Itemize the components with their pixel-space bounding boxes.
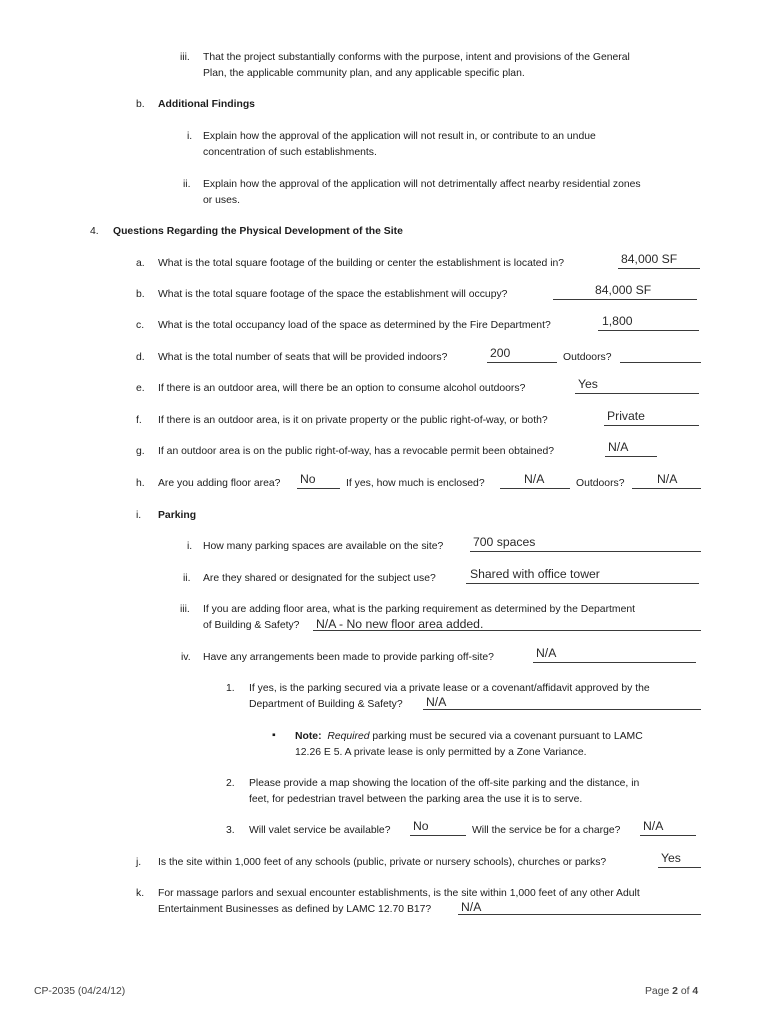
parking-ii-answer-line[interactable]: [466, 583, 699, 584]
question-k-answer[interactable]: N/A: [461, 900, 482, 914]
question-g-answer-line[interactable]: [605, 456, 657, 457]
question-f-answer[interactable]: Private: [607, 409, 645, 423]
question-d-indoors-answer[interactable]: 200: [490, 346, 511, 360]
parking-iii-line1: If you are adding floor area, what is the parking requirement as determined by the Department: [203, 604, 636, 615]
offsite-2-number: 2.: [226, 778, 235, 789]
parking-i-answer[interactable]: 700 spaces: [473, 535, 536, 549]
offsite-3-valet-answer[interactable]: No: [413, 819, 429, 833]
form-number: CP-2035 (04/24/12): [34, 986, 126, 997]
offsite-1-line1: If yes, is the parking secured via a private lease or a covenant/affidavit approved by the: [249, 683, 650, 694]
question-j-text: Is the site within 1,000 feet of any schools (public, private or nursery schools), churches or parks?: [158, 857, 607, 868]
offsite-1-line2: Department of Building & Safety?: [249, 699, 403, 710]
parking-iii-line2: of Building & Safety?: [203, 620, 300, 631]
question-e-answer-line[interactable]: [575, 393, 699, 394]
question-d-outdoors-label: Outdoors?: [563, 352, 612, 363]
parking-i-number: i.: [187, 541, 193, 552]
parking-iii-number: iii.: [180, 604, 190, 615]
offsite-3-valet-answer-line[interactable]: [410, 835, 466, 836]
question-h-enclosed-answer-line[interactable]: [500, 488, 570, 489]
item-b-letter: b.: [136, 99, 145, 110]
note-line1: Note: Required parking must be secured via a covenant pursuant to LAMC: [295, 731, 643, 742]
question-e-answer[interactable]: Yes: [578, 377, 598, 391]
parking-iv-answer-line[interactable]: [533, 662, 696, 663]
parking-iv-number: iv.: [181, 652, 191, 663]
question-c-answer-line[interactable]: [598, 330, 699, 331]
question-j-answer[interactable]: Yes: [661, 851, 681, 865]
question-d-indoors-answer-line[interactable]: [487, 362, 557, 363]
question-a-answer-line[interactable]: [618, 268, 700, 269]
question-f-letter: f.: [136, 415, 142, 426]
question-i-letter: i.: [136, 510, 142, 521]
offsite-1-answer-line[interactable]: [423, 709, 701, 710]
page-number: Page 2 of 4: [645, 986, 699, 997]
question-h-outdoors-answer[interactable]: N/A: [657, 472, 678, 486]
question-b-text: What is the total square footage of the space the establishment will occupy?: [158, 289, 508, 300]
finding-ii-line1: Explain how the approval of the application will not detrimentally affect nearby residential zones: [203, 179, 641, 190]
question-e-letter: e.: [136, 383, 145, 394]
section-4-heading: Questions Regarding the Physical Development of the Site: [113, 226, 403, 237]
finding-ii-line2: or uses.: [203, 195, 240, 206]
question-c-text: What is the total occupancy load of the space as determined by the Fire Department?: [158, 320, 551, 331]
question-a-text: What is the total square footage of the building or center the establishment is located in?: [158, 258, 565, 269]
offsite-3-number: 3.: [226, 825, 235, 836]
question-c-letter: c.: [136, 320, 145, 331]
question-k-answer-line[interactable]: [458, 914, 701, 915]
finding-i-line1: Explain how the approval of the application will not result in, or contribute to an undue: [203, 131, 596, 142]
note-bullet-icon: ▪: [272, 730, 276, 741]
parking-i-text: How many parking spaces are available on the site?: [203, 541, 444, 552]
additional-findings-heading: Additional Findings: [158, 99, 255, 110]
offsite-2-line1: Please provide a map showing the location of the off-site parking and the distance, in: [249, 778, 640, 789]
question-d-text: What is the total number of seats that will be provided indoors?: [158, 352, 448, 363]
offsite-1-answer[interactable]: N/A: [426, 695, 447, 709]
question-k-line1: For massage parlors and sexual encounter establishments, is the site within 1,000 feet of any other Adult: [158, 888, 640, 899]
parking-i-answer-line[interactable]: [470, 551, 701, 552]
parking-ii-answer[interactable]: Shared with office tower: [470, 567, 600, 581]
question-k-line2: Entertainment Businesses as defined by LAMC 12.70 B17?: [158, 904, 432, 915]
question-h-enclosed-label: If yes, how much is enclosed?: [346, 478, 485, 489]
question-k-letter: k.: [136, 888, 145, 899]
finding-i-number: i.: [187, 131, 193, 142]
question-g-text: If an outdoor area is on the public right-of-way, has a revocable permit been obtained?: [158, 446, 555, 457]
question-h-letter: h.: [136, 478, 145, 489]
section-4-number: 4.: [90, 226, 99, 237]
question-a-answer[interactable]: 84,000 SF: [621, 252, 678, 266]
question-f-text: If there is an outdoor area, is it on private property or the public right-of-way, or both?: [158, 415, 548, 426]
note-line2: 12.26 E 5. A private lease is only permitted by a Zone Variance.: [295, 747, 587, 758]
question-h-text: Are you adding floor area?: [158, 478, 281, 489]
question-h-floor-area-answer-line[interactable]: [297, 488, 340, 489]
parking-iii-answer[interactable]: N/A - No new floor area added.: [316, 617, 484, 631]
question-h-outdoors-answer-line[interactable]: [632, 488, 701, 489]
question-b-answer[interactable]: 84,000 SF: [595, 283, 652, 297]
parking-heading: Parking: [158, 510, 197, 521]
parking-iv-answer[interactable]: N/A: [536, 646, 557, 660]
question-b-letter: b.: [136, 289, 145, 300]
parking-iv-text: Have any arrangements been made to provide parking off-site?: [203, 652, 494, 663]
question-b-answer-line[interactable]: [553, 299, 697, 300]
question-d-letter: d.: [136, 352, 145, 363]
item-iii-line2: Plan, the applicable community plan, and any applicable specific plan.: [203, 68, 525, 79]
question-h-outdoors-label: Outdoors?: [576, 478, 625, 489]
offsite-2-line2: feet, for pedestrian travel between the parking area the use it is to serve.: [249, 794, 583, 805]
item-iii-line1: That the project substantially conforms with the purpose, intent and provisions of the General: [203, 52, 630, 63]
finding-ii-number: ii.: [183, 179, 191, 190]
question-g-answer[interactable]: N/A: [608, 440, 629, 454]
parking-ii-text: Are they shared or designated for the subject use?: [203, 573, 436, 584]
offsite-1-number: 1.: [226, 683, 235, 694]
parking-ii-number: ii.: [183, 573, 191, 584]
offsite-3-charge-answer-line[interactable]: [640, 835, 696, 836]
question-j-answer-line[interactable]: [658, 867, 701, 868]
offsite-3-text: Will valet service be available?: [249, 825, 391, 836]
question-h-floor-area-answer[interactable]: No: [300, 472, 316, 486]
offsite-3-charge-label: Will the service be for a charge?: [472, 825, 621, 836]
question-j-letter: j.: [136, 857, 142, 868]
question-d-outdoors-answer-line[interactable]: [620, 362, 701, 363]
question-c-answer[interactable]: 1,800: [602, 314, 633, 328]
question-h-enclosed-answer[interactable]: N/A: [524, 472, 545, 486]
offsite-3-charge-answer[interactable]: N/A: [643, 819, 664, 833]
question-f-answer-line[interactable]: [604, 425, 699, 426]
question-a-letter: a.: [136, 258, 145, 269]
finding-i-line2: concentration of such establishments.: [203, 147, 377, 158]
item-iii-number: iii.: [180, 52, 190, 63]
question-e-text: If there is an outdoor area, will there be an option to consume alcohol outdoors?: [158, 383, 526, 394]
question-g-letter: g.: [136, 446, 145, 457]
